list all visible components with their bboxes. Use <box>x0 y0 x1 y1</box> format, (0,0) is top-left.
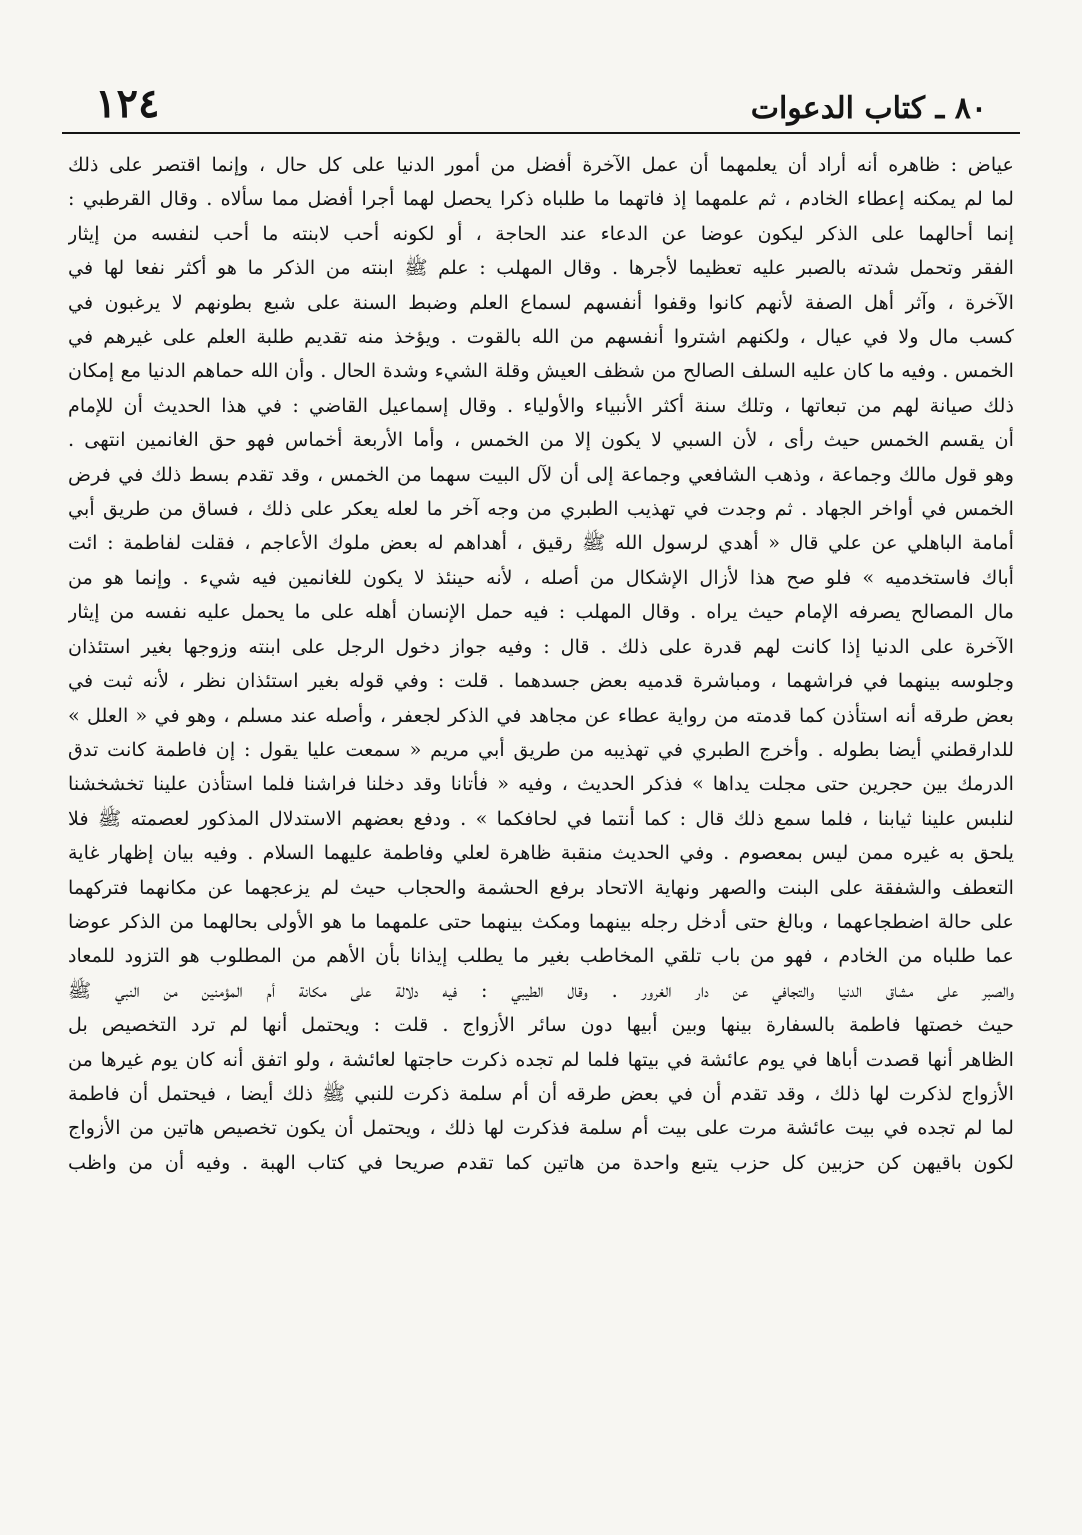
text-line: للدارقطني أيضا بطوله . وأخرج الطبري في تهذيبه من طريق أبي مريم « سمعت عليا يقول : إن فاطمة كانت تدق <box>68 737 1014 761</box>
text-line: الآخرة ، وآثر أهل الصفة لأنهم كانوا وقفوا أنفسهم لسماع العلم وضبط السنة على شبع بطونهم لا يرغبون في <box>68 290 1014 314</box>
text-line: الفقر وتحمل شدته بالصبر عليه تعظيما لأجرها . وقال المهلب : علم ﷺ ابنته من الذكر ما هو أكثر نفعا لها في <box>68 256 1014 280</box>
text-line: الأزواج لذكرت لها ذلك ، وقد تقدم أن في بعض طرقه أن أم سلمة ذكرت للنبي ﷺ ذلك أيضا ، فيحتمل أن فاطمة <box>68 1081 1014 1105</box>
text-line: ذلك صيانة لهم من تبعاتها ، وتلك سنة أكثر الأنبياء والأولياء . وقال إسماعيل القاضي : في هذا الحديث أن للإمام <box>68 393 1014 417</box>
text-line: كسب مال ولا في عيال ، ولكنهم اشتروا أنفسهم من الله بالقوت . ويؤخذ منه تقديم طلبة العلم على غيرهم في <box>68 325 1014 349</box>
text-line: الخمس . وفيه ما كان عليه السلف الصالح من شظف العيش وقلة الشيء وشدة الحال . وأن الله حماهم الدنيا مع إمكان <box>68 359 1014 383</box>
text-line: مال المصالح يصرفه الإمام حيث يراه . وقال المهلب : فيه حمل الإنسان أهله على ما يحمل عليه نفسه من إيثار <box>68 600 1014 624</box>
text-line: لما لم يمكنه إعطاء الخادم ، ثم علمهما إذ فاتهما ما طلباه ذكرا يحصل لهما أجرا أفضل مما سألاه . وقال القرطبي : <box>68 187 1014 211</box>
text-line: الخمس في أواخر الجهاد . ثم وجدت في تهذيب الطبري من وجه آخر ما لعله يعكر على ذلك ، فساق من طريق أبي <box>68 497 1014 521</box>
text-line: بعض طرقه أنه استأذن كما قدمته من رواية عطاء عن مجاهد في الذكر لجعفر ، وأصله عند مسلم ، وهو في « العلل » <box>68 703 1014 727</box>
text-line: عياض : ظاهره أنه أراد أن يعلمهما أن عمل الآخرة أفضل من أمور الدنيا على كل حال ، وإنما اقتصر على ذلك <box>68 153 1014 176</box>
text-line: أباك فاستخدميه » فلو صح هذا لأزال الإشكال من أصله ، لأنه حينئذ لا يكون للغانمين فيه شيء . وإنما هو من <box>68 565 1014 589</box>
text-line: يلحق به غيره ممن ليس بمعصوم . وفي الحديث منقبة ظاهرة لعلي وفاطمة عليهما السلام . وفيه بيان إظهار غاية <box>68 841 1014 865</box>
text-line: والصبر على مشاق الدنيا والتجافي عن دار الغرور . وقال الطيبي : فيه دلالة على مكانة أم المؤمنين من النبي ﷺ <box>68 978 1014 1002</box>
text-line: على حالة اضطجاعهما ، وبالغ حتى أدخل رجله بينهما ومكث بينهما حتى علمهما ما هو الأولى بحالهما من الذكر عوضا <box>68 909 1014 933</box>
text-line: حيث خصتها فاطمة بالسفارة بينها وبين أبيها دون سائر الأزواج . قلت : ويحتمل أنها لم ترد التخصيص بل <box>68 1013 1014 1037</box>
text-line: وجلوسه بينهما في فراشهما ، ومباشرة قدميه بعض جسدهما . قلت : وفي قوله بغير استئذان نظر ، لأنه ثبت في <box>68 669 1014 693</box>
text-line: الآخرة على الدنيا إذا كانت لهم قدرة على ذلك . قال : وفيه جواز دخول الرجل على ابنته وزوجها بغير استئذان <box>68 634 1014 658</box>
header-rule <box>62 132 1020 134</box>
page-header <box>95 72 987 127</box>
text-line: وهو قول مالك وجماعة ، وذهب الشافعي وجماعة إلى أن لآل البيت سهما من الخمس ، وقد تقدم بسط ذلك في فرض <box>68 462 1014 486</box>
body-text <box>68 148 1014 1180</box>
text-line: الظاهر أنها قصدت أباها في يوم عائشة في بيتها فلما لم تجده ذكرت حاجتها لعائشة ، ولو اتفق أنه كان يوم غيرها من <box>68 1047 1014 1071</box>
text-line: لما لم تجده في بيت عائشة مرت على بيت أم سلمة فذكرت لها ذلك ، ويحتمل أن يكون تخصيص هاتين من الأزواج <box>68 1116 1014 1140</box>
running-title: ٨٠ ـ كتاب الدعوات <box>750 91 987 126</box>
text-line: لنلبس علينا ثيابنا ، فلما سمع ذلك قال : كما أنتما في لحافكما » . ودفع بعضهم الاستدلال المذكور لعصمته ﷺ فلا <box>68 806 1014 830</box>
text-line: لكون باقيهن كن حزبين كل حزب يتبع واحدة من هاتين كما تقدم صريحا في كتاب الهبة . وفيه أن من واظب <box>68 1150 1014 1174</box>
text-line: عما طلباه من الخادم ، فهو من باب تلقي المخاطب بغير ما يطلب إيذانا بأن الأهم من المطلوب هو التزود للمعاد <box>68 944 1014 968</box>
text-line: أمامة الباهلي عن علي قال « أهدي لرسول الله ﷺ رقيق ، أهداهم له بعض ملوك الأعاجم ، فقلت لفاطمة : ائت <box>68 531 1014 555</box>
text-line: إنما أحالهما على الذكر ليكون عوضا عن الدعاء عند الحاجة ، أو لكونه أحب لابنته ما أحب لنفسه من إيثار <box>68 221 1014 245</box>
text-line: أن يقسم الخمس حيث رأى ، لأن السبي لا يكون إلا من الخمس ، وأما الأربعة أخماس فهو حق الغانمين انتهى . <box>68 428 1014 452</box>
page-number: ١٢٤ <box>95 80 160 127</box>
text-line: الدرمك بين حجرين حتى مجلت يداها » فذكر الحديث ، وفيه « فأتانا وقد دخلنا فراشنا فلما استأذن علينا تخشخشنا <box>68 772 1014 796</box>
text-line: التعطف والشفقة على البنت والصهر ونهاية الاتحاد برفع الحشمة والحجاب حيث لم يزعجهما عن مكانهما فتركهما <box>68 875 1014 899</box>
